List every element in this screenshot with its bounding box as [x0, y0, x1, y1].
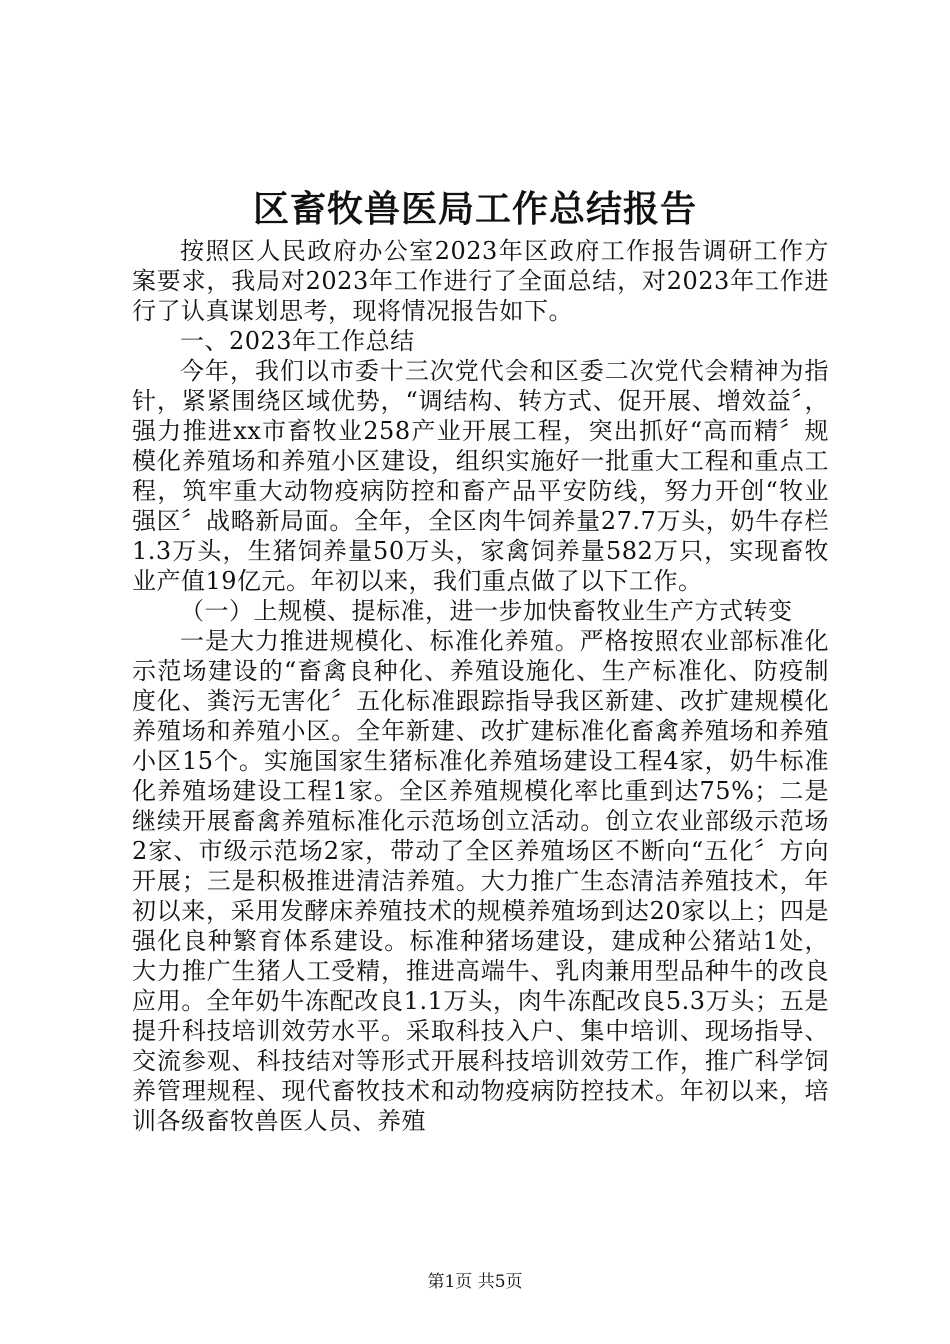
document-title: 区畜牧兽医局工作总结报告 [252, 188, 697, 230]
summary-paragraph: 今年，我们以市委十三次党代会和区委二次党代会精神为指针，紧紧围绕区域优势，“调结构、转方式、促开展、增效益〞，强力推进xx市畜牧业258产业开展工程，突出抓好“高而精〞规模化养殖场和养殖小区建设，组织实施好一批重大工程和重点工程，筑牢重大动物疫病防控和畜产品平安防线，努力开创“牧业强区〞战略新局面。全年，全区肉牛饲养量27.7万头，奶牛存栏1.3万头，生猪饲养量50万头，家禽饲养量582万只，实现畜牧业产值19亿元。年初以来，我们重点做了以下工作。 [132, 357, 829, 595]
document-body [132, 236, 829, 1136]
section-heading-1: 一、2023年工作总结 [180, 327, 415, 355]
measures-paragraph: 一是大力推进规模化、标准化养殖。严格按照农业部标准化示范场建设的“畜禽良种化、养殖设施化、生产标准化、防疫制度化、粪污无害化〞五化标准跟踪指导我区新建、改扩建规模化养殖场和养殖小区。全年新建、改扩建标准化畜禽养殖场和养殖小区15个。实施国家生猪标准化养殖场建设工程4家，奶牛标准化养殖场建设工程1家。全区养殖规模化率比重到达75%；二是继续开展畜禽养殖标准化示范场创立活动。创立农业部级示范场2家、市级示范场2家，带动了全区养殖场区不断向“五化〞方向开展；三是积极推进清洁养殖。大力推广生态清洁养殖技术，年初以来，采用发酵床养殖技术的规模养殖场到达20家以上；四是强化良种繁育体系建设。标准种猪场建设，建成种公猪站1处，大力推广生猪人工受精，推进高端牛、乳肉兼用型品种牛的改良应用。全年奶牛冻配改良1.1万头，肉牛冻配改良5.3万头；五是提升科技培训效劳水平。采取科技入户、集中培训、现场指导、交流参观、科技结对等形式开展科技培训效劳工作，推广科学饲养管理规程、现代畜牧技术和动物疫病防控技术。年初以来，培训各级畜牧兽医人员、养殖 [132, 627, 829, 1135]
page-number-footer: 第1页 共5页 [427, 1272, 523, 1292]
subsection-heading-1: （一）上规模、提标准，进一步加快畜牧业生产方式转变 [180, 597, 793, 625]
intro-paragraph: 按照区人民政府办公室2023年区政府工作报告调研工作方案要求，我局对2023年工作进行了全面总结，对2023年工作进行了认真谋划思考，现将情况报告如下。 [132, 237, 829, 325]
